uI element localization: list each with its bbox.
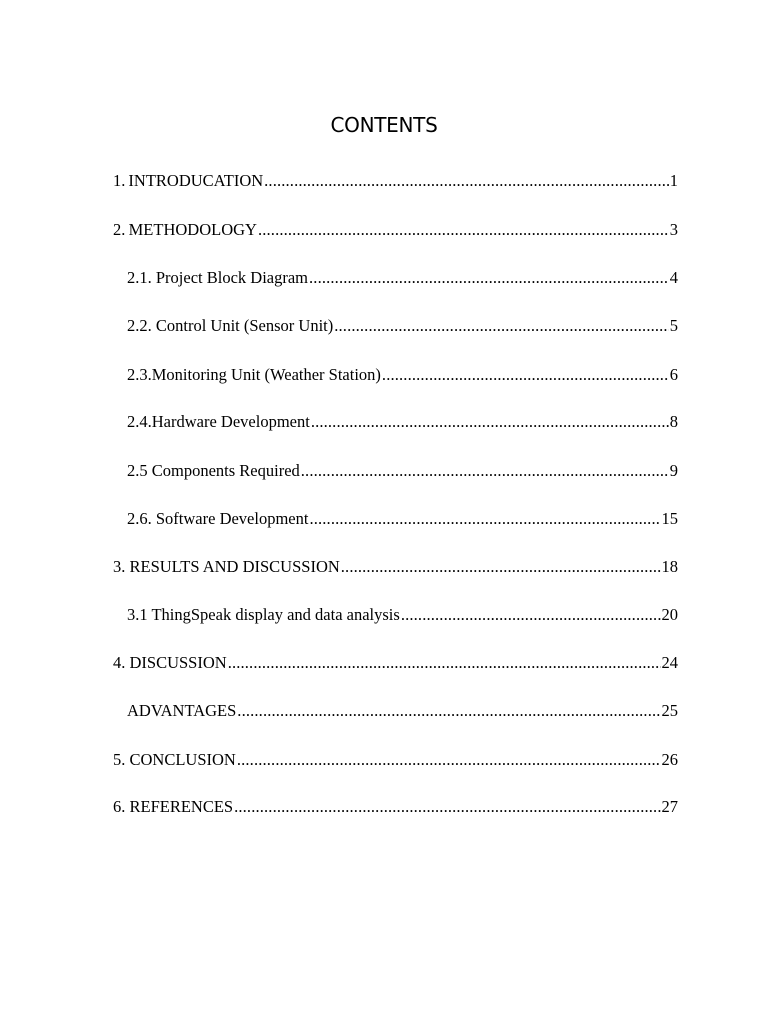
- toc-entry-label: 4. DISCUSSION: [113, 653, 227, 672]
- dot-leader: [401, 603, 661, 627]
- toc-entry-page: 25: [661, 701, 678, 720]
- toc-entry-label: ADVANTAGES: [127, 701, 237, 720]
- dot-leader: [311, 410, 669, 434]
- toc-entry-label: METHODOLOGY: [128, 220, 257, 239]
- toc-entry-page: 15: [661, 509, 678, 528]
- dot-leader: [237, 748, 661, 772]
- toc-entry-page: 6: [669, 365, 678, 384]
- toc-entry-references[interactable]: [113, 795, 678, 819]
- toc-entry-number: 1.: [113, 171, 126, 190]
- toc-entry-page: 4: [669, 268, 678, 287]
- page-title: CONTENTS: [330, 113, 438, 137]
- toc-entry-page: 24: [661, 653, 678, 672]
- toc-entry-label: 3. RESULTS AND DISCUSSION: [113, 557, 340, 576]
- toc-entry-label: INTRODUCATION: [128, 171, 264, 190]
- toc-entry-software-development[interactable]: [127, 507, 678, 531]
- toc-entry-page: 20: [661, 605, 678, 624]
- toc-entry-label: Hardware Development: [151, 412, 310, 431]
- toc-entry-control-unit[interactable]: [127, 314, 678, 338]
- dot-leader: [301, 459, 669, 483]
- toc-entry-label: 5. CONCLUSION: [113, 750, 236, 769]
- toc-entry-label: Monitoring Unit (Weather Station): [151, 365, 381, 384]
- toc-entry-page: 27: [661, 797, 678, 816]
- dot-leader: [341, 555, 661, 579]
- toc-entry-number: 2.3.: [127, 365, 152, 384]
- toc-entry-hardware-development[interactable]: [127, 410, 678, 434]
- dot-leader: [234, 795, 660, 819]
- toc-entry-monitoring-unit[interactable]: [127, 363, 678, 387]
- toc-entry-number: 2.4.: [127, 412, 152, 431]
- toc-entry-label: 3.1 ThingSpeak display and data analysis: [127, 605, 400, 624]
- dot-leader: [228, 651, 661, 675]
- toc-entry-page: 8: [669, 412, 678, 431]
- toc-entry-components-required[interactable]: [127, 459, 678, 483]
- dot-leader: [258, 218, 669, 242]
- dot-leader: [309, 507, 660, 531]
- toc-entry-page: 18: [661, 557, 678, 576]
- toc-entry-page: 9: [669, 461, 678, 480]
- dot-leader: [309, 266, 669, 290]
- dot-leader: [334, 314, 669, 338]
- toc-entry-number: 2.: [113, 220, 126, 239]
- toc-entry-label: 2.6. Software Development: [127, 509, 309, 528]
- toc-entry-thingspeak-display[interactable]: [127, 603, 678, 627]
- toc-entry-label: 2.5 Components Required: [127, 461, 300, 480]
- toc-entry-conclusion[interactable]: [113, 748, 678, 772]
- toc-entry-page: 3: [669, 220, 678, 239]
- toc-entry-label: 2.2. Control Unit (Sensor Unit): [127, 316, 334, 335]
- toc-entry-page: 5: [669, 316, 678, 335]
- toc-entry-methodology[interactable]: [113, 218, 678, 242]
- toc-entry-discussion[interactable]: [113, 651, 678, 675]
- toc-entry-label: 2.1. Project Block Diagram: [127, 268, 309, 287]
- toc-entry-introduction[interactable]: [113, 169, 678, 193]
- toc-entry-page: 26: [661, 750, 678, 769]
- dot-leader: [237, 699, 660, 723]
- toc-entry-results-and-discussion[interactable]: [113, 555, 678, 579]
- toc-entry-advantages[interactable]: [127, 699, 678, 723]
- toc-entry-page: 1: [669, 171, 678, 190]
- toc-entry-project-block-diagram[interactable]: [127, 266, 678, 290]
- dot-leader: [382, 363, 669, 387]
- dot-leader: [264, 169, 669, 193]
- toc-entry-label: 6. REFERENCES: [113, 797, 234, 816]
